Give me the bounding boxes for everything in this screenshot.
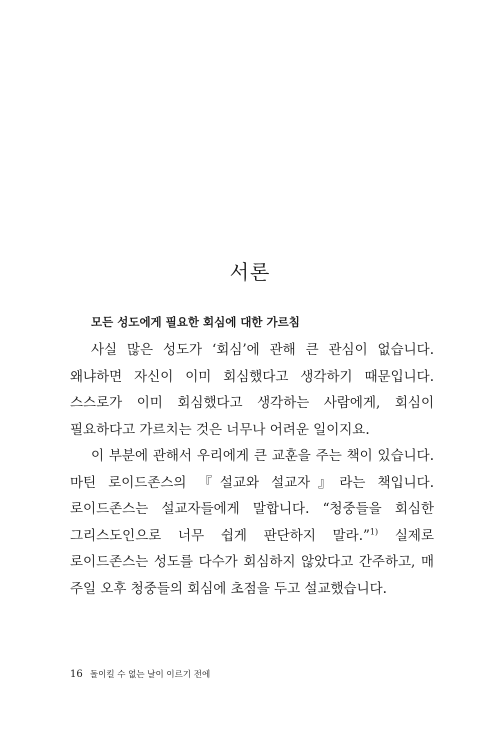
section-heading: 모든 성도에게 필요한 회심에 대한 가르침 — [91, 315, 300, 329]
chapter-title: 서론 — [229, 260, 271, 284]
running-footer — [70, 668, 210, 680]
paragraph-2-text-after-footnote: 실제로 로이드존스는 성도를 다수가 회심하지 않았다고 간주하고, 매 주일 오후 청중들의 회심에 초점을 두고 설교했습니다. — [70, 527, 434, 597]
paragraph-2-text-before-footnote: 이 부분에 관해서 우리에게 큰 교훈을 주는 책이 있습니다. 마틴 로이드존스의 『설교와 설교자』라는 책입니다. 로이드존스는 설교자들에게 말합니다. “청중들을 회심한 그리스도인으로 너무 쉽게 판단하지 말라.” — [70, 448, 434, 544]
body-text — [70, 337, 434, 602]
page-number: 16 — [70, 669, 83, 680]
running-book-title: 돌이킬 수 없는 날이 이르기 전에 — [89, 670, 211, 680]
paragraph-2 — [70, 443, 434, 602]
paragraph-1: 사실 많은 성도가 ‘회심’에 관해 큰 관심이 없습니다. 왜냐하면 자신이 이미 회심했다고 생각하기 때문입니다. 스스로가 이미 회심했다고 생각하는 사람에게, 회심이 필요하다고 가르치는 것은 너무나 어려운 일이지요. — [70, 342, 434, 438]
footnote-reference[interactable]: 1) — [369, 527, 379, 536]
